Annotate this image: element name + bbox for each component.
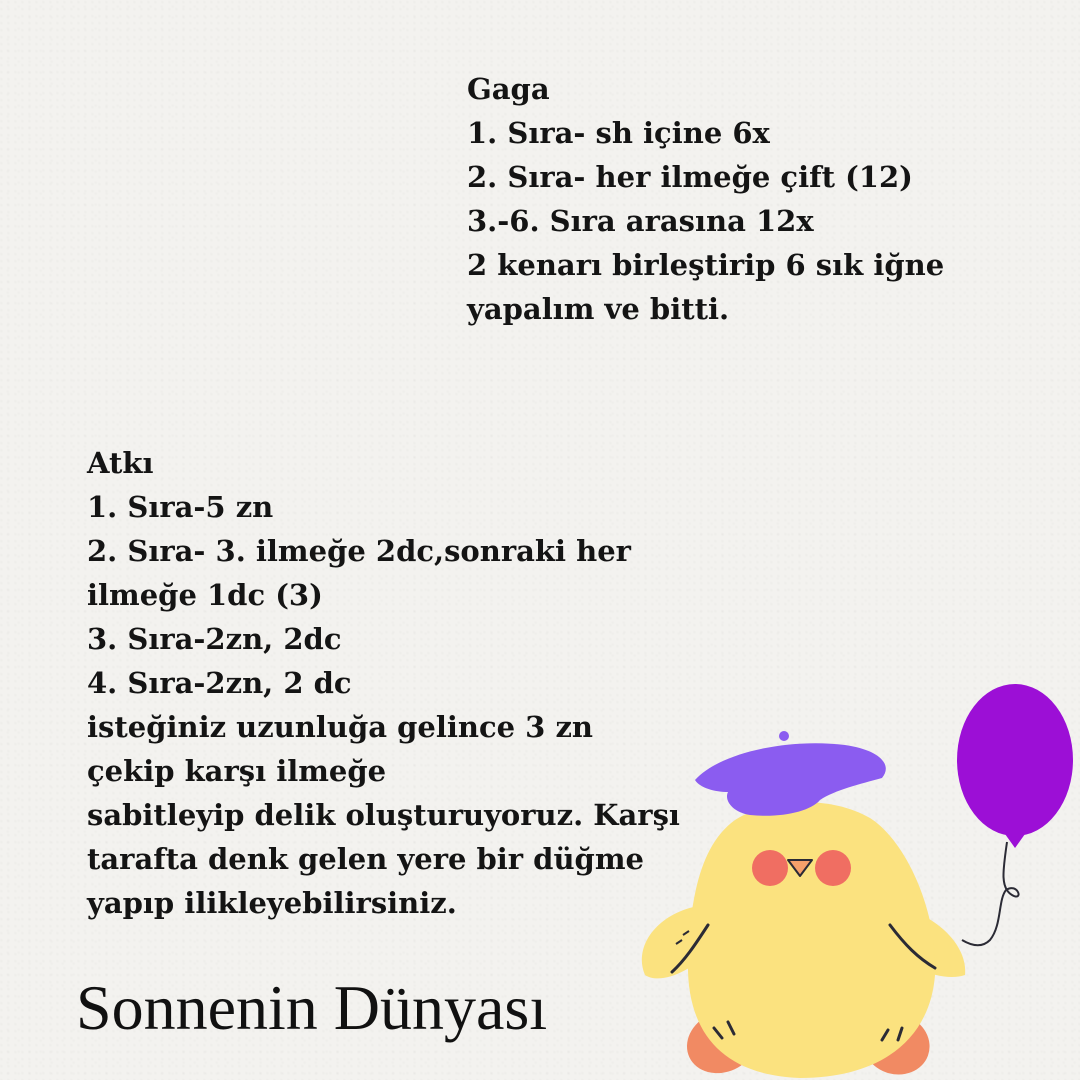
- left-cheek: [752, 850, 788, 886]
- gaga-line: 2 kenarı birleştirip 6 sık iğne: [467, 248, 945, 282]
- balloon: [957, 684, 1073, 836]
- gaga-line: 2. Sıra- her ilmeğe çift (12): [467, 160, 913, 194]
- gaga-line: 1. Sıra- sh içine 6x: [467, 116, 770, 150]
- chick-with-beret-and-balloon-icon: [630, 680, 1080, 1080]
- brand-title: Sonnenin Dünyası: [76, 972, 548, 1043]
- atki-title: Atkı: [87, 446, 154, 480]
- balloon-string: [962, 842, 1019, 945]
- right-cheek: [815, 850, 851, 886]
- gaga-line: 3.-6. Sıra arasına 12x: [467, 204, 814, 238]
- atki-line: 4. Sıra-2zn, 2 dc: [87, 666, 352, 700]
- atki-line: 2. Sıra- 3. ilmeğe 2dc,sonraki her: [87, 534, 631, 568]
- atki-line: isteğiniz uzunluğa gelince 3 zn: [87, 710, 594, 744]
- gaga-section: [467, 67, 944, 331]
- balloon-knot: [1005, 834, 1025, 848]
- gaga-title: Gaga: [467, 72, 550, 106]
- beret: [695, 743, 886, 816]
- atki-line: yapıp ilikleyebilirsiniz.: [87, 886, 457, 920]
- atki-section: [87, 441, 680, 925]
- atki-line: sabitleyip delik oluşturuyoruz. Karşı: [87, 798, 680, 832]
- atki-line: 1. Sıra-5 zn: [87, 490, 274, 524]
- gaga-line: yapalım ve bitti.: [467, 292, 730, 326]
- atki-line: ilmeğe 1dc (3): [87, 578, 323, 612]
- atki-line: 3. Sıra-2zn, 2dc: [87, 622, 342, 656]
- atki-line: tarafta denk gelen yere bir düğme: [87, 842, 644, 876]
- atki-line: çekip karşı ilmeğe: [87, 754, 387, 788]
